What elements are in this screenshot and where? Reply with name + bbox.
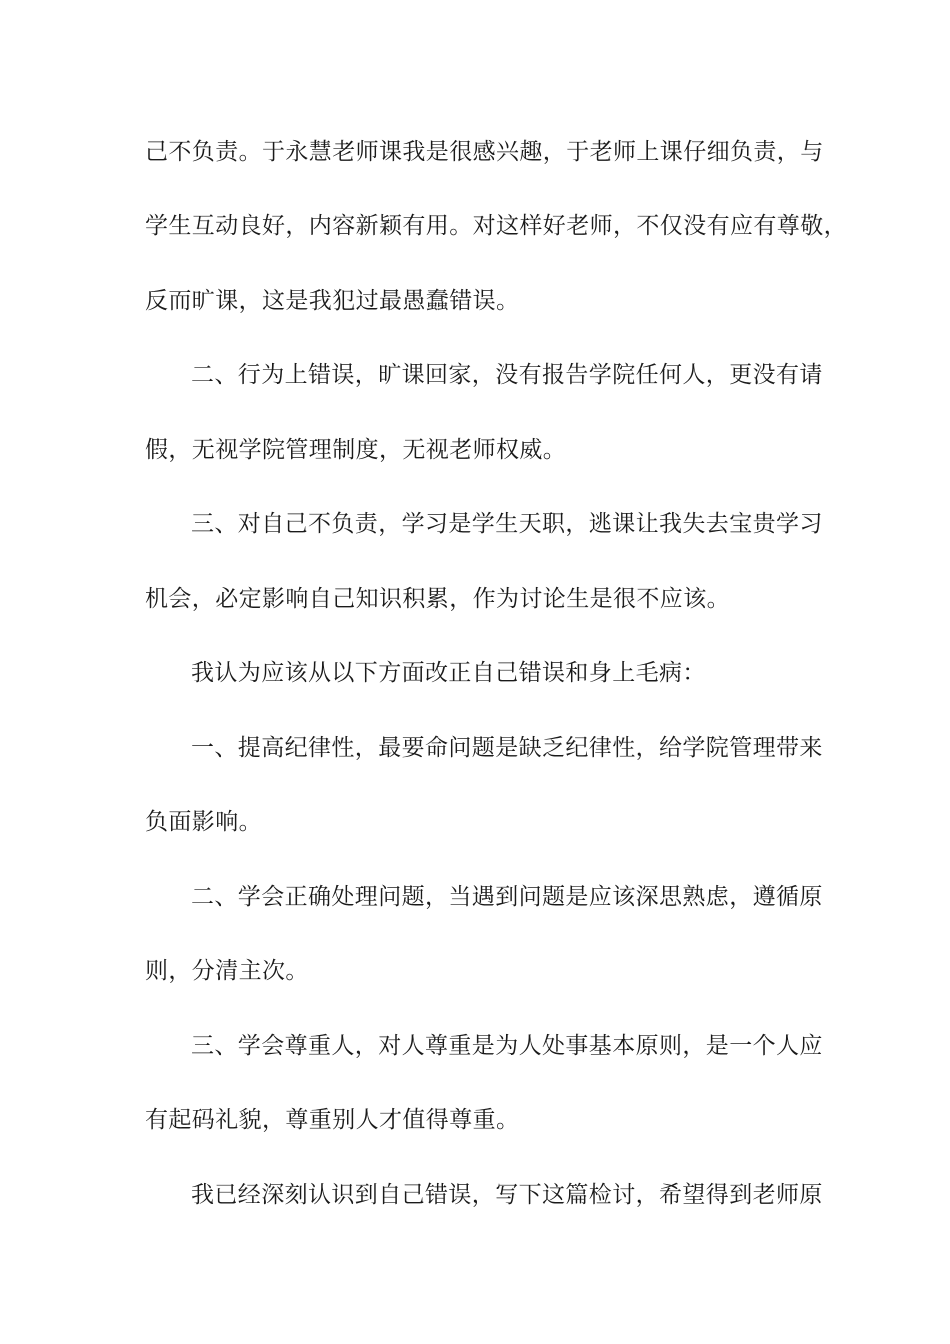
paragraph-start-line: 三、学会尊重人，对人尊重是为人处事基本原则，是一个人应: [191, 1033, 823, 1059]
text-line: 学生互动良好，内容新颖有用。对这样好老师，不仅没有应有尊敬，: [145, 213, 847, 239]
text-line: 反而旷课，这是我犯过最愚蠢错误。: [145, 288, 520, 314]
text-line: 负面影响。: [145, 809, 262, 835]
text-line: 假，无视学院管理制度，无视老师权威。: [145, 437, 567, 463]
text-line: 机会，必定影响自己知识积累，作为讨论生是很不应该。: [145, 586, 730, 612]
text-line: 则，分清主次。: [145, 958, 309, 984]
text-line: 己不负责。于永慧老师课我是很感兴趣，于老师上课仔细负责，与: [145, 139, 824, 165]
text-line: 有起码礼貌，尊重别人才值得尊重。: [145, 1107, 520, 1133]
paragraph-start-line: 三、对自己不负责，学习是学生天职，逃课让我失去宝贵学习: [191, 511, 823, 537]
paragraph-start-line: 二、行为上错误，旷课回家，没有报告学院任何人，更没有请: [191, 362, 823, 388]
paragraph-start-line: 我已经深刻认识到自己错误，写下这篇检讨，希望得到老师原: [191, 1182, 823, 1208]
paragraph-start-line: 我认为应该从以下方面改正自己错误和身上毛病：: [191, 660, 706, 686]
paragraph-start-line: 一、提高纪律性，最要命问题是缺乏纪律性，给学院管理带来: [191, 735, 823, 761]
paragraph-start-line: 二、学会正确处理问题，当遇到问题是应该深思熟虑，遵循原: [191, 884, 823, 910]
